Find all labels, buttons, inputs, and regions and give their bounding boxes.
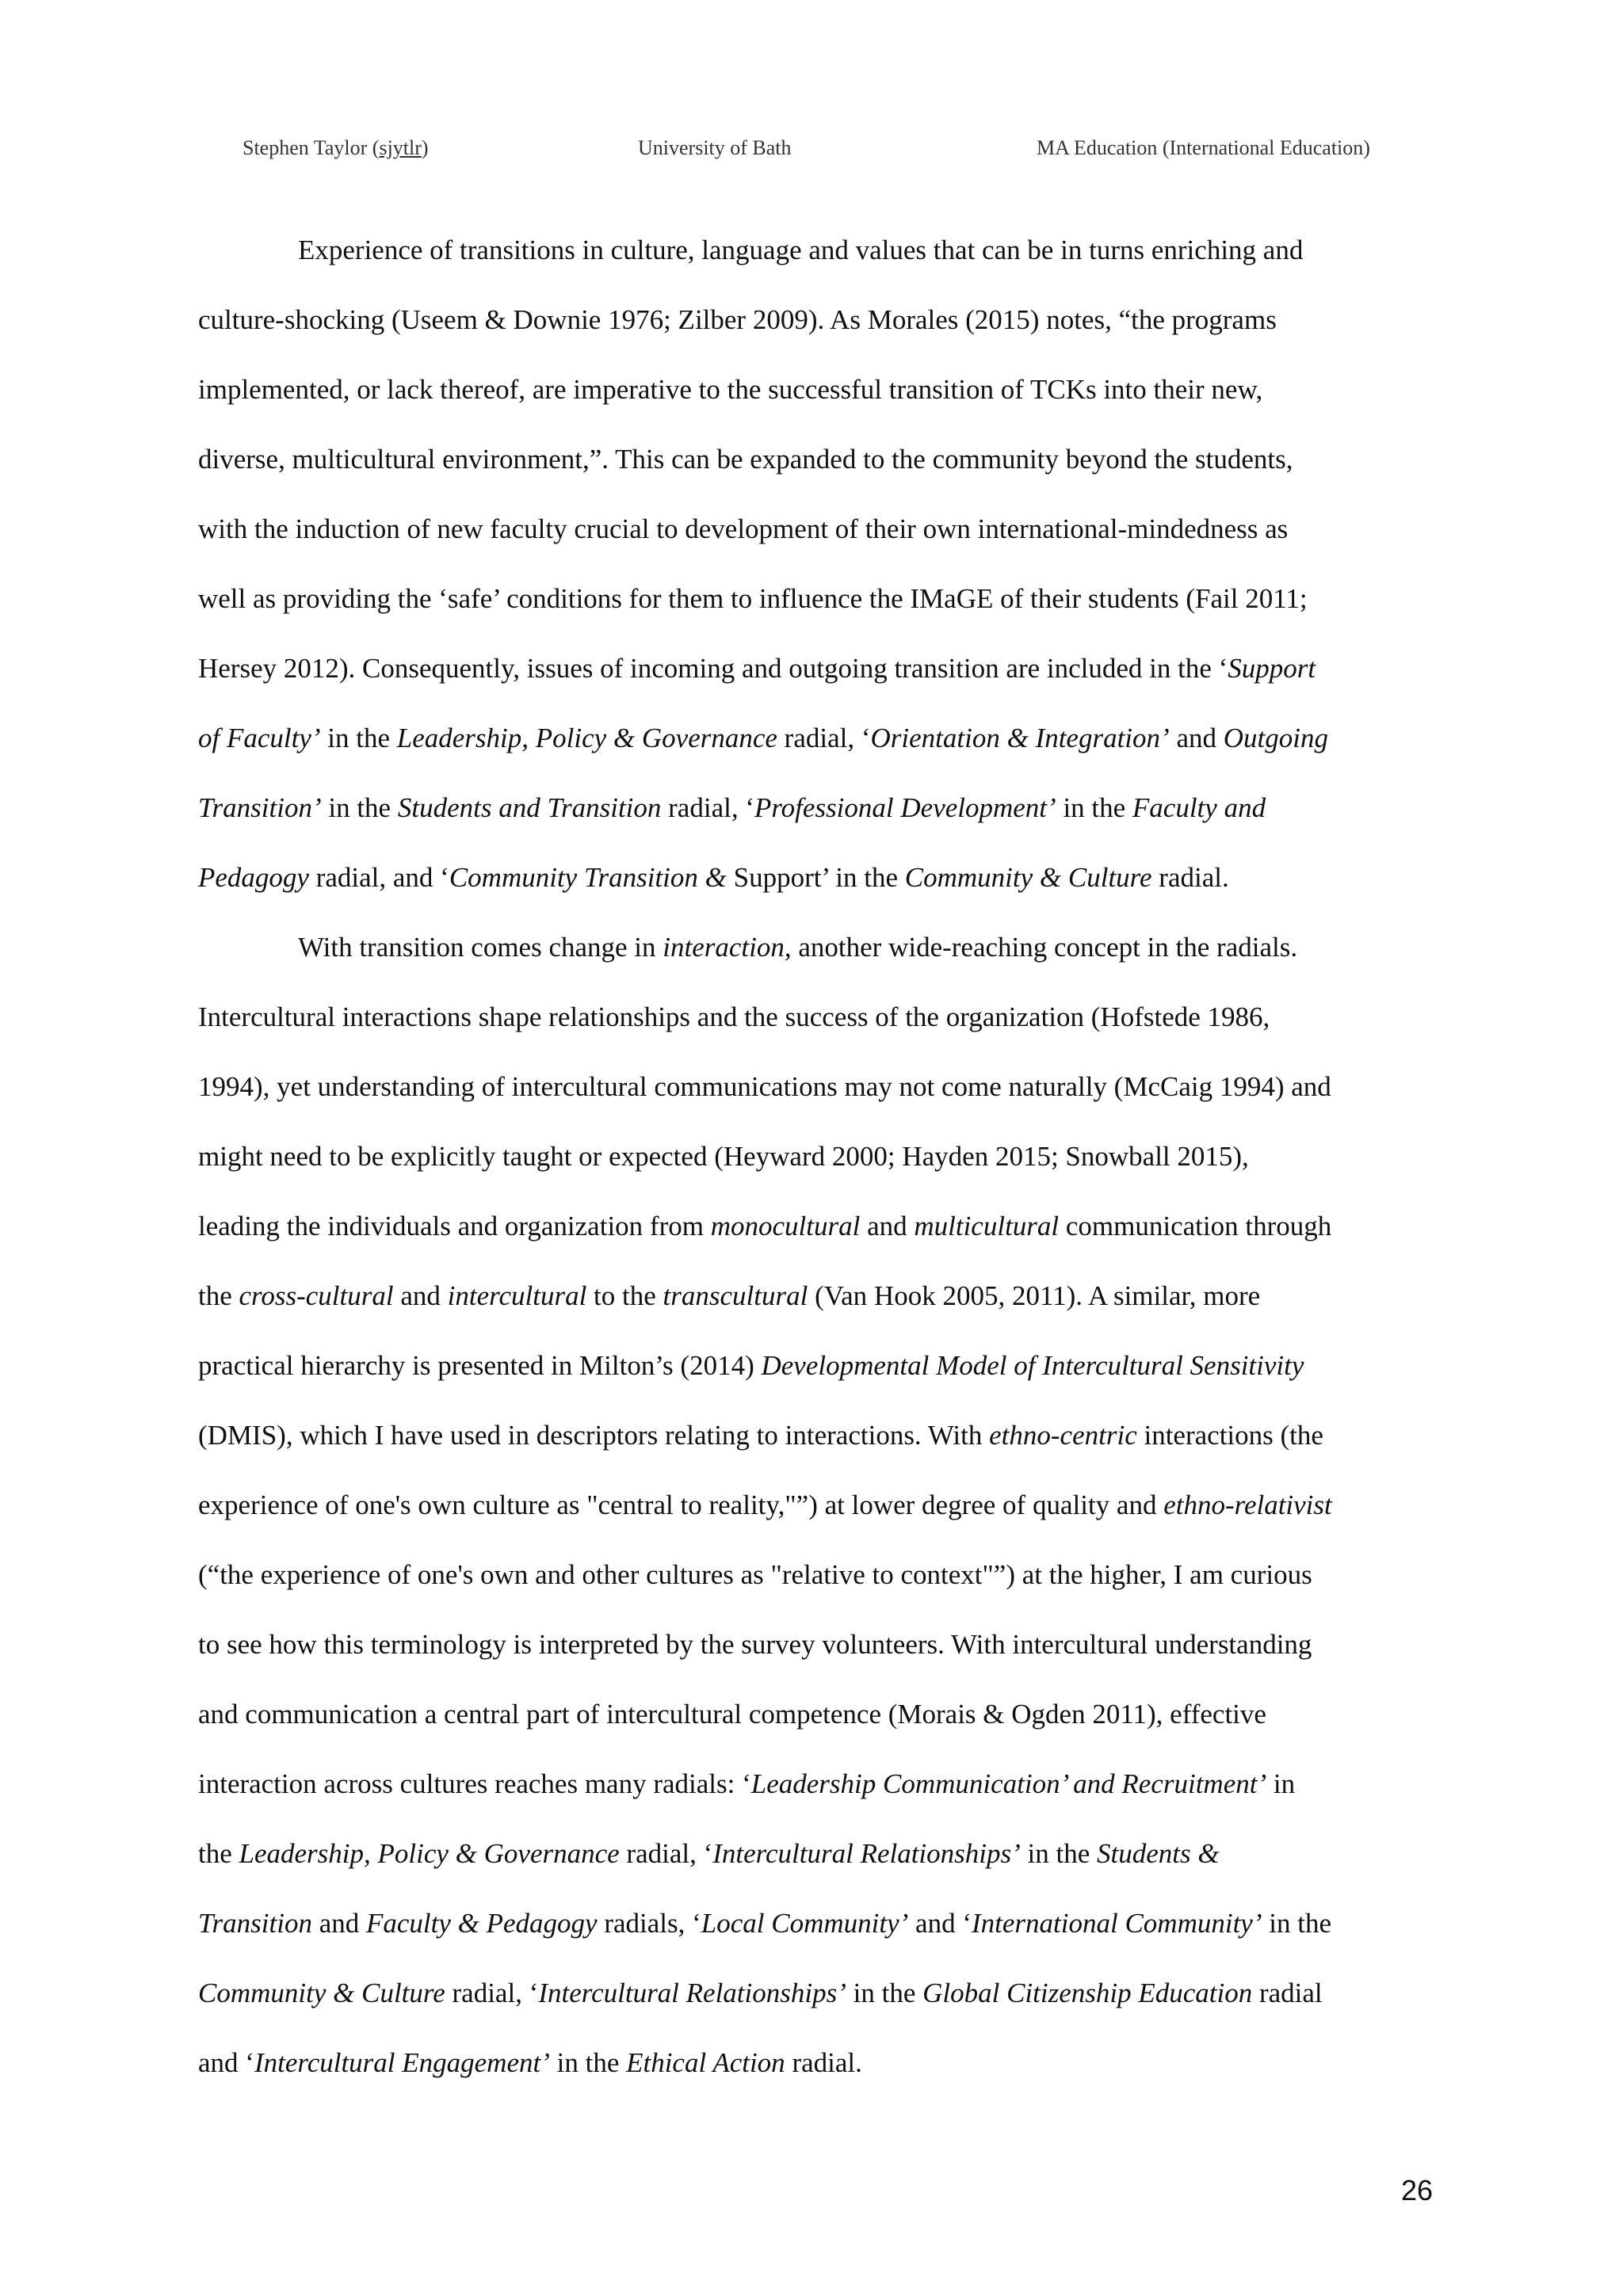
text-run: and ‘ (198, 2047, 254, 2078)
page-number: 26 (1401, 2174, 1434, 2206)
text-run: and (860, 1211, 915, 1241)
text-line (198, 2039, 1450, 2109)
italic-text: Intercultural Relationships’ (538, 1978, 846, 2008)
text-run: with the induction of new faculty crucial to development of their own international-mindedness as (198, 513, 1289, 544)
text-run: well as providing the ‘safe’ conditions for them to influence the IMaGE of their students (Fail 2011; (198, 583, 1308, 614)
italic-text: Leadership, Policy & Governance (396, 723, 777, 753)
italic-text: monocultural (710, 1211, 861, 1241)
text-run: , another wide-reaching concept in the radials. (784, 932, 1298, 963)
text-line (198, 296, 1450, 366)
italic-text: Support (1228, 653, 1316, 684)
italic-text: Intercultural Engagement’ (254, 2047, 550, 2078)
text-run: radial, ‘ (661, 792, 754, 823)
text-line (198, 784, 1450, 854)
author-name: Stephen Taylor ( (242, 136, 380, 159)
text-line (198, 1900, 1450, 1970)
text-run: might need to be explicitly taught or expected (Heyward 2000; Hayden 2015; Snowball 2015), (198, 1141, 1249, 1172)
text-line (198, 1621, 1450, 1691)
header-university: University of Bath (638, 136, 792, 159)
text-line (198, 1760, 1450, 1830)
italic-text: Leadership Communication’ and Recruitment’ (750, 1768, 1267, 1799)
italic-text: Transition’ (198, 792, 322, 823)
text-line (198, 575, 1450, 645)
italic-text: Outgoing (1223, 723, 1328, 753)
text-line (198, 1342, 1450, 1412)
text-run: communication through (1059, 1211, 1332, 1241)
text-run: Intercultural interactions shape relationships and the success of the organization (Hofstede 1986, (198, 1001, 1270, 1032)
text-run: radials, ‘ (597, 1908, 701, 1939)
text-run: interaction across cultures reaches many radials: ‘ (198, 1768, 751, 1799)
text-run: and (393, 1280, 448, 1311)
body-text (198, 227, 1450, 2109)
text-line (198, 1551, 1450, 1621)
text-run: the (198, 1280, 239, 1311)
text-line (198, 645, 1450, 715)
text-run: Support’ in the (726, 862, 905, 893)
text-line (198, 1830, 1450, 1900)
text-run: Experience of transitions in culture, language and values that can be in turns enriching and (298, 235, 1304, 265)
text-run: in the (1056, 792, 1132, 823)
italic-text: of Faculty’ (198, 723, 321, 753)
text-line (198, 1970, 1450, 2039)
text-run: radial, ‘ (445, 1978, 539, 2008)
italic-text: ethno-relativist (1163, 1489, 1332, 1520)
text-line (198, 854, 1450, 924)
text-line (198, 715, 1450, 784)
text-run: practical hierarchy is presented in Milton’s (2014) (198, 1350, 762, 1381)
italic-text: cross-cultural (239, 1280, 394, 1311)
text-run: in the (321, 792, 398, 823)
italic-text: Professional Development’ (754, 792, 1056, 823)
text-line (198, 1482, 1450, 1551)
italic-text: Students & (1097, 1838, 1220, 1869)
italic-text: Students and Transition (397, 792, 662, 823)
text-run: (“the experience of one's own and other cultures as "relative to context"”) at the higher, I am curious (198, 1559, 1312, 1590)
text-run: and (311, 1908, 366, 1939)
text-run: experience of one's own culture as "central to reality,"”) at lower degree of quality and (198, 1489, 1164, 1520)
text-run: and (1169, 723, 1224, 753)
italic-text: interaction (663, 932, 785, 963)
text-run: 1994), yet understanding of intercultural communications may not come naturally (McCaig 1994) and (198, 1071, 1331, 1102)
text-run: radial (1252, 1978, 1323, 2008)
header-author (242, 136, 429, 160)
italic-text: Intercultural Relationships’ (712, 1838, 1021, 1869)
text-run: radial. (1151, 862, 1229, 893)
text-line (198, 1691, 1450, 1760)
text-line (198, 1412, 1450, 1482)
text-run: Hersey 2012). Consequently, issues of incoming and outgoing transition are included in the ‘ (198, 653, 1228, 684)
text-run: radial, and ‘ (308, 862, 449, 893)
text-run: in (1266, 1768, 1296, 1799)
text-line (198, 994, 1450, 1063)
italic-text: multicultural (914, 1211, 1060, 1241)
text-run: to see how this terminology is interpreted by the survey volunteers. With intercultural understanding (198, 1629, 1312, 1660)
italic-text: Community Transition & (449, 862, 727, 893)
text-line (198, 1272, 1450, 1342)
text-line (198, 366, 1450, 436)
text-run: and ‘ (908, 1908, 972, 1939)
italic-text: Developmental Model of Intercultural Sensitivity (761, 1350, 1304, 1381)
italic-text: Faculty and (1132, 792, 1266, 823)
italic-text: ethno-centric (989, 1420, 1137, 1451)
text-line (198, 227, 1450, 296)
text-run: radial, ‘ (777, 723, 871, 753)
italic-text: intercultural (447, 1280, 587, 1311)
italic-text: Pedagogy (198, 862, 309, 893)
italic-text: Community & Culture (904, 862, 1152, 893)
text-run: in the (1020, 1838, 1098, 1869)
italic-text: International Community’ (972, 1908, 1262, 1939)
text-run: in the (549, 2047, 627, 2078)
text-line (198, 505, 1450, 575)
text-line (198, 436, 1450, 505)
italic-text: Community & Culture (198, 1978, 445, 2008)
author-close-paren: ) (421, 136, 429, 159)
text-run: implemented, or lack thereof, are imperative to the successful transition of TCKs into their new, (198, 374, 1263, 405)
text-line (198, 924, 1450, 994)
italic-text: Faculty & Pedagogy (366, 1908, 598, 1939)
text-run: diverse, multicultural environment,”. This can be expanded to the community beyond the students, (198, 444, 1293, 475)
italic-text: Transition (198, 1908, 312, 1939)
italic-text: Local Community’ (701, 1908, 909, 1939)
text-run: the (198, 1838, 239, 1869)
text-run: With transition comes change in (298, 932, 663, 963)
italic-text: Global Citizenship Education (922, 1978, 1253, 2008)
italic-text: Ethical Action (626, 2047, 785, 2078)
text-run: culture-shocking (Useem & Downie 1976; Zilber 2009). As Morales (2015) notes, “the programs (198, 304, 1277, 335)
text-run: in the (846, 1978, 923, 2008)
text-run: in the (320, 723, 397, 753)
header-course: MA Education (International Education) (1037, 136, 1370, 159)
text-run: (DMIS), which I have used in descriptors relating to interactions. With (198, 1420, 990, 1451)
text-run: interactions (the (1136, 1420, 1323, 1451)
text-run: (Van Hook 2005, 2011). A similar, more (808, 1280, 1261, 1311)
italic-text: Orientation & Integration’ (870, 723, 1170, 753)
italic-text: transcultural (663, 1280, 808, 1311)
text-run: to the (586, 1280, 663, 1311)
italic-text: Leadership, Policy & Governance (239, 1838, 620, 1869)
text-run: radial. (785, 2047, 862, 2078)
text-line (198, 1133, 1450, 1203)
text-run: radial, ‘ (619, 1838, 713, 1869)
text-run: leading the individuals and organization from (198, 1211, 711, 1241)
author-username: sjytlr (379, 136, 422, 159)
text-run: and communication a central part of intercultural competence (Morais & Ogden 2011), effective (198, 1699, 1266, 1730)
text-run: in the (1262, 1908, 1331, 1939)
text-line (198, 1063, 1450, 1133)
text-line (198, 1203, 1450, 1272)
running-header (0, 136, 1623, 168)
